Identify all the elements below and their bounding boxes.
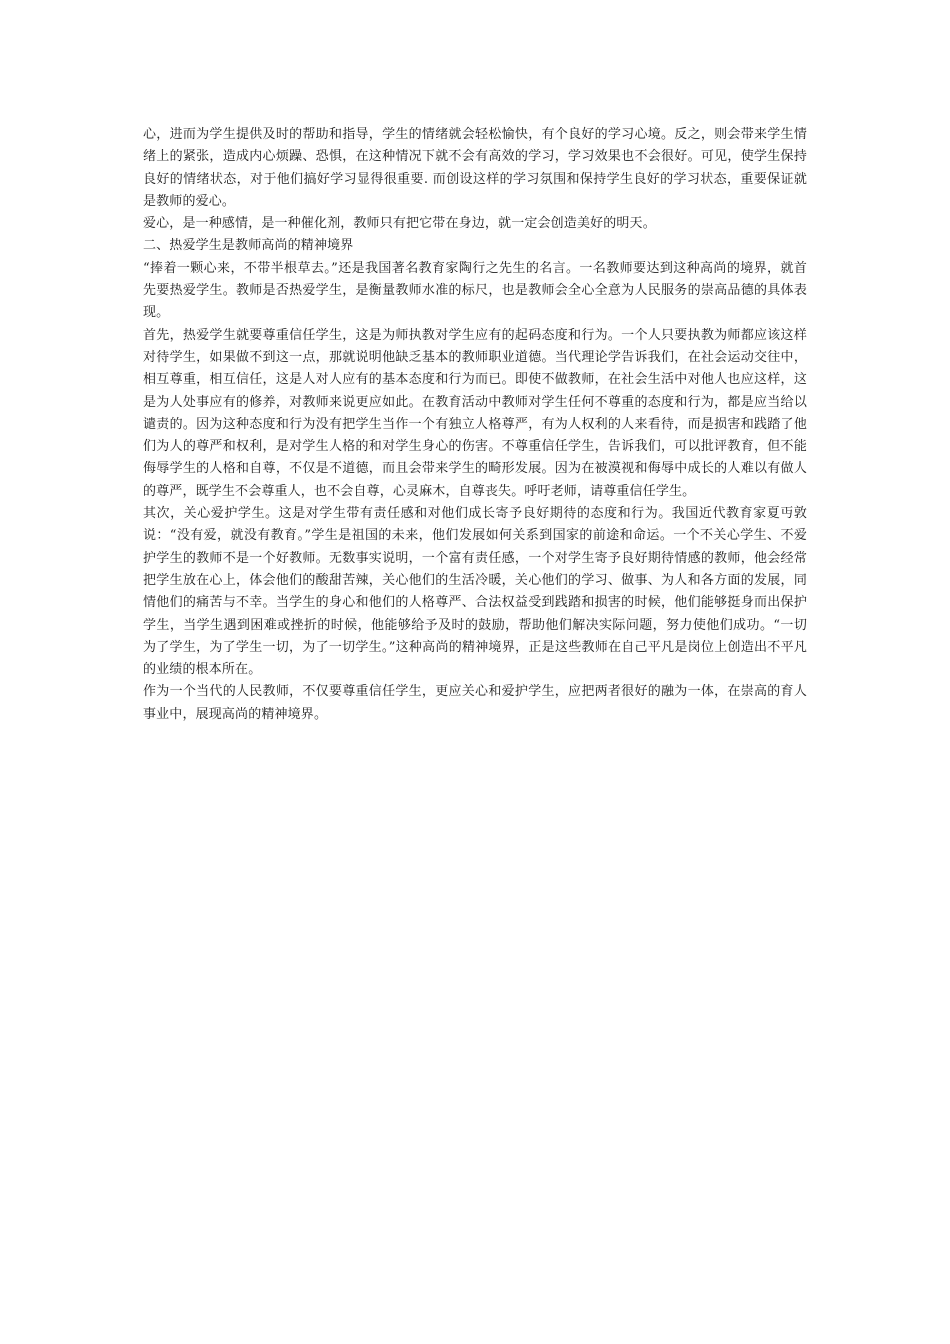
section-heading: 二、热爱学生是教师高尚的精神境界 [143,238,354,254]
paragraph-2: 爱心，是一种感情，是一种催化剂，教师只有把它带在身边，就一定会创造美好的明天。 [143,216,656,232]
paragraph-3: “捧着一颗心来，不带半根草去。”还是我国著名教育家陶行之先生的名言。一名教师要达到这种高尚的境界，就首先要热爱学生。教师是否热爱学生，是衡量教师水准的标尺，也是教师会全心全意为人民服务的崇高品德的具体表现。 [143,260,807,321]
paragraph-4: 首先，热爱学生就要尊重信任学生，这是为师执教对学生应有的起码态度和行为。一个人只要执教为师都应该这样对待学生，如果做不到这一点，那就说明他缺乏基本的教师职业道德。当代理论学告诉我们，在社会运动交往中，相互尊重，相互信任，这是人对人应有的基本态度和行为而已。即使不做教师，在社会生活中对他人也应这样，这是为人处事应有的修养，对教师来说更应如此。在教育活动中教师对学生任何不尊重的态度和行为，都是应当给以谴责的。因为这种态度和行为没有把学生当作一个有独立人格尊严，有为人权利的人来看待，而是损害和践踏了他们为人的尊严和权利，是对学生人格的和对学生身心的伤害。不尊重信任学生，告诉我们，可以批评教育，但不能侮辱学生的人格和自尊，不仅是不道德，而且会带来学生的畸形发展。因为在被漠视和侮辱中成长的人难以有做人的尊严，既学生不会尊重人，也不会自尊，心灵麻木，自尊丧失。呼吁老师，请尊重信任学生。 [143,327,807,499]
document-body [143,124,807,726]
paragraph-6: 作为一个当代的人民教师，不仅要尊重信任学生，更应关心和爱护学生，应把两者很好的融为一体，在崇高的育人事业中，展现高尚的精神境界。 [143,684,807,722]
paragraph-5: 其次，关心爱护学生。这是对学生带有责任感和对他们成长寄予良好期待的态度和行为。我国近代教育家夏丏敦说：“没有爱，就没有教育。”学生是祖国的未来，他们发展如何关系到国家的前途和命运。一个不关心学生、不爱护学生的教师不是一个好教师。无数事实说明，一个富有责任感，一个对学生寄予良好期待情感的教师，他会经常把学生放在心上，体会他们的酸甜苦辣，关心他们的生活冷暖，关心他们的学习、做事、为人和各方面的发展，同情他们的痛苦与不幸。当学生的身心和他们的人格尊严、合法权益受到践踏和损害的时候，他们能够挺身而出保护学生，当学生遇到困难或挫折的时候，他能够给予及时的鼓励，帮助他们解决实际问题，努力使他们成功。“一切为了学生，为了学生一切，为了一切学生。”这种高尚的精神境界，正是这些教师在自己平凡是岗位上创造出不平凡的业绩的根本所在。 [143,506,807,678]
paragraph-1: 心，进而为学生提供及时的帮助和指导，学生的情绪就会轻松愉快，有个良好的学习心境。反之，则会带来学生情绪上的紧张，造成内心烦躁、恐惧，在这种情况下就不会有高效的学习，学习效果也不会很好。可见，使学生保持良好的情绪状态，对于他们搞好学习显得很重要. 而创设这样的学习氛围和保持学生良好的学习状态，重要保证就是教师的爱心。 [143,127,807,209]
